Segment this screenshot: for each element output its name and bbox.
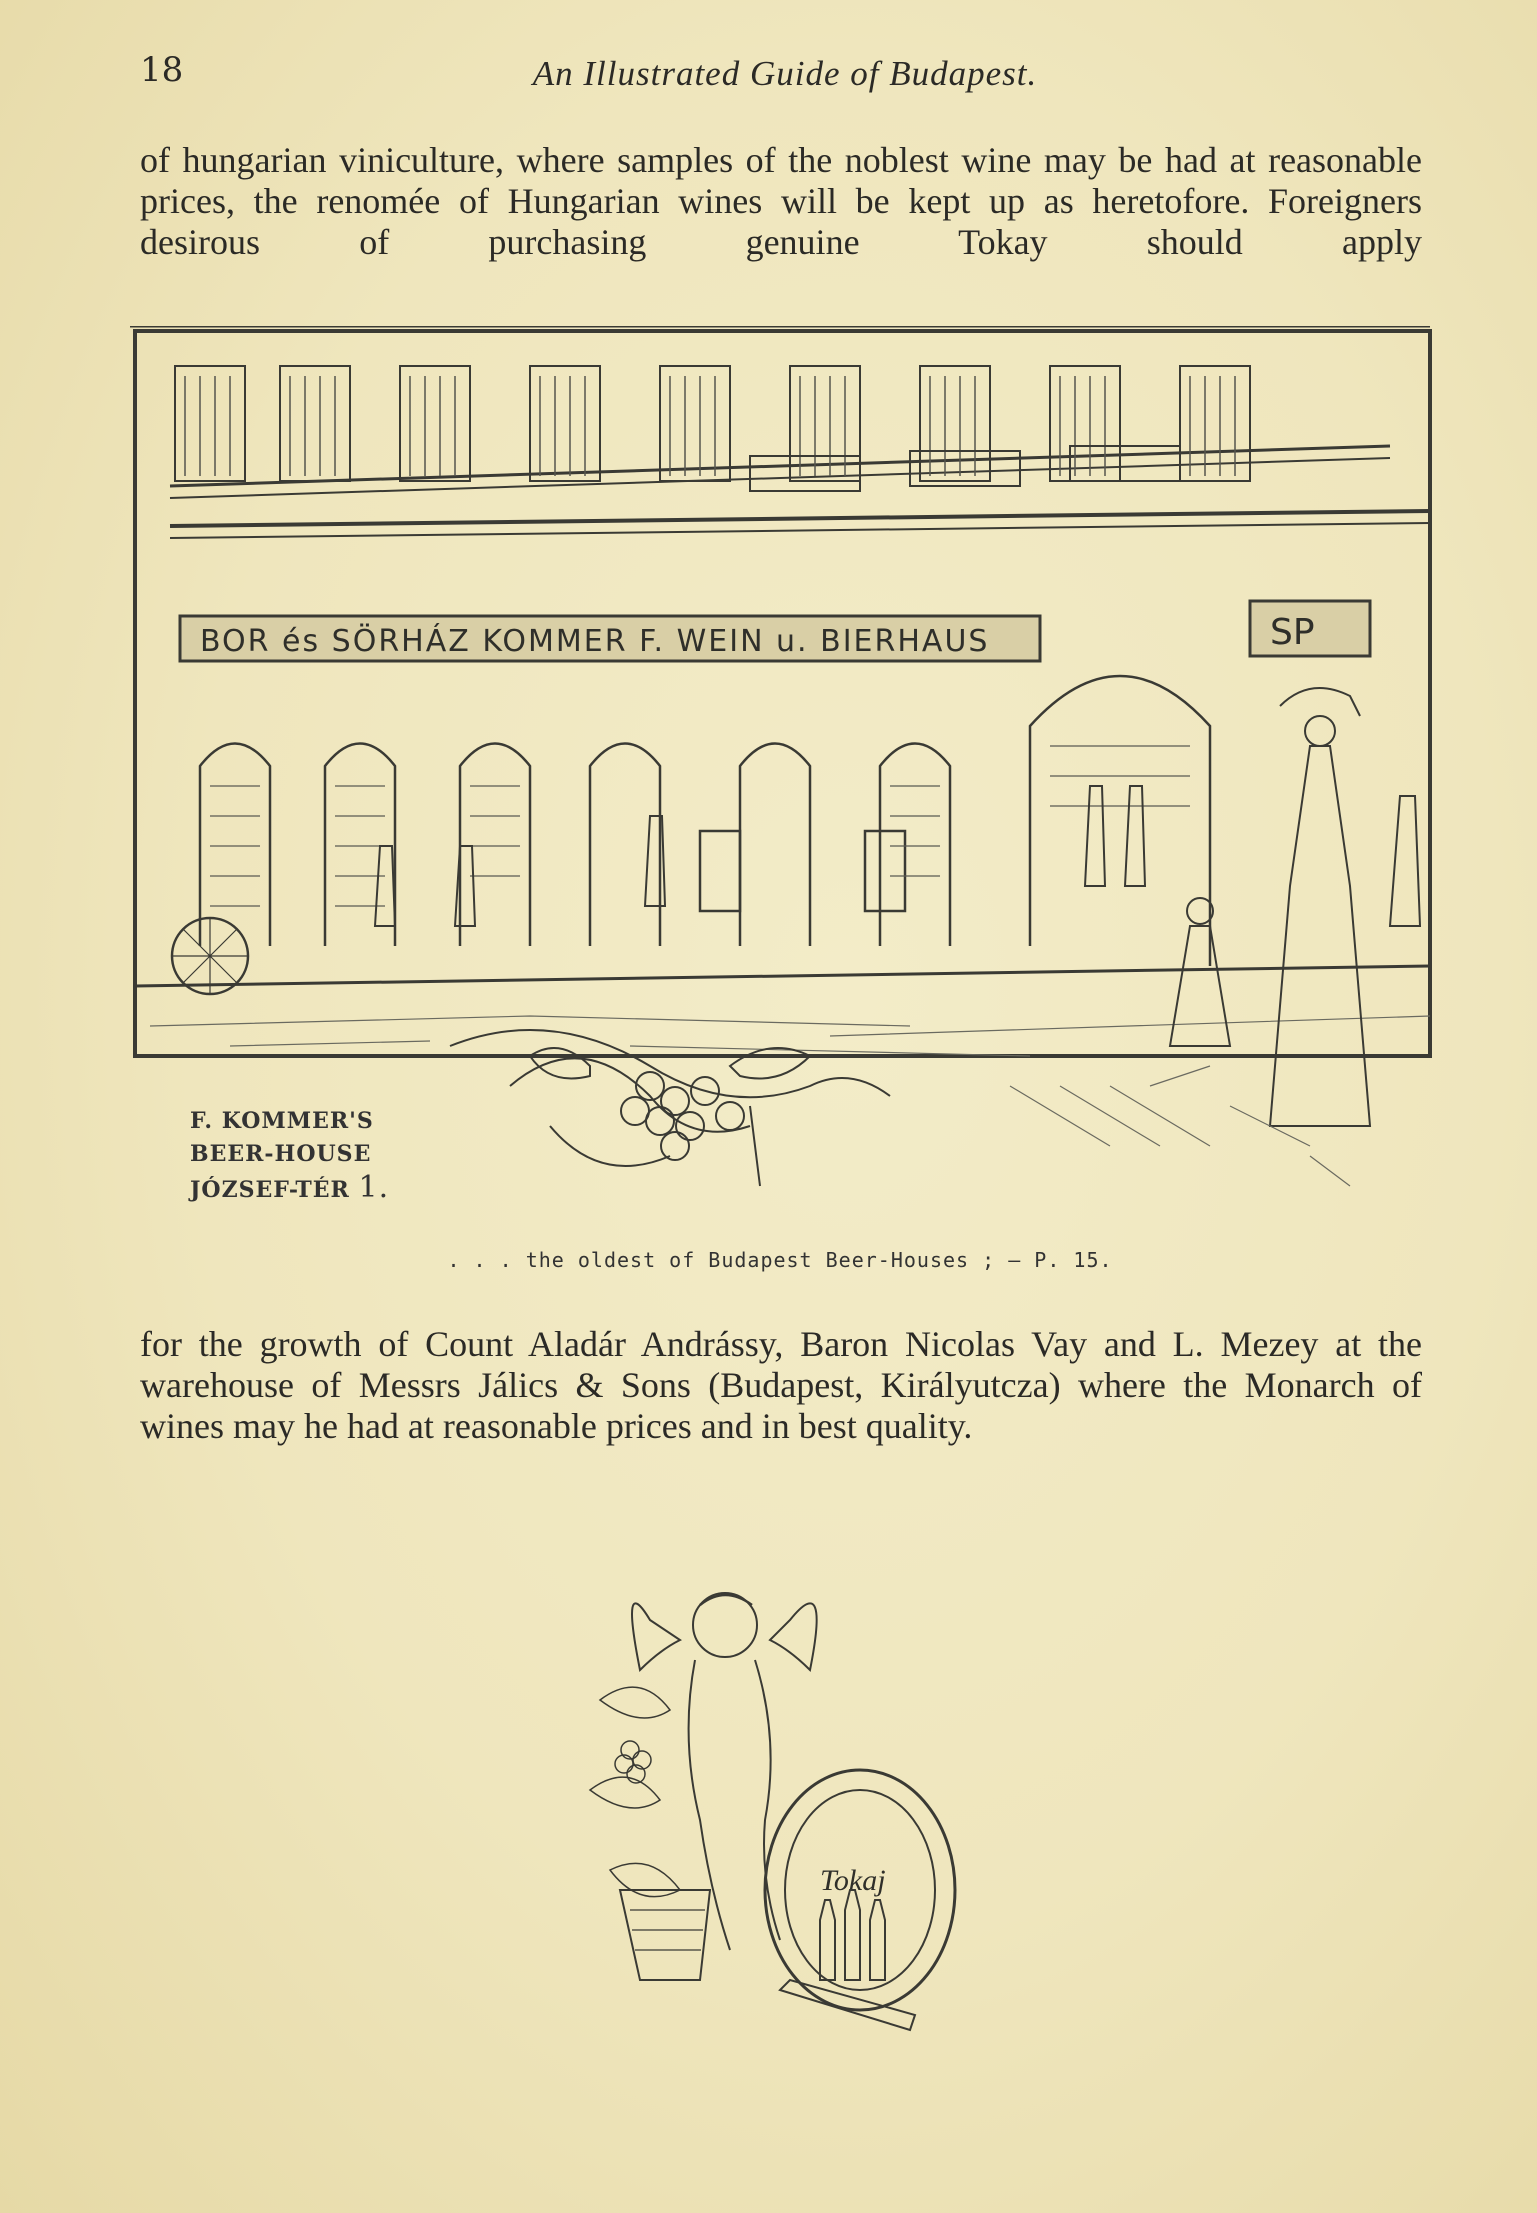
running-title: An Illustrated Guide of Budapest. bbox=[532, 54, 1038, 93]
shop-sign-text: BOR és SÖRHÁZ KOMMER F. WEIN u. BIERHAUS bbox=[200, 624, 990, 659]
caption-line-3 bbox=[190, 1171, 430, 1207]
illustration-side-caption bbox=[190, 1105, 430, 1207]
beer-house-engraving bbox=[130, 326, 1460, 1226]
paragraph-bottom: for the growth of Count Aladár Andrássy, Baron Nicolas Vay and L. Mezey at the warehouse of Messrs Jálics & Sons (Budapest, Királyutcza) where the Monarch of wines may he had at reasonable prices and in best quality. bbox=[140, 1324, 1422, 1446]
paragraph-top: of hungarian viniculture, where samples of the noblest wine may be had at reasonable prices, the renomée of Hungarian wines will be kept up as heretofore. Foreigners desirous of purchasing genuine Tokay should apply bbox=[140, 140, 1422, 262]
caption-line-1: F. KOMMER'S bbox=[190, 1108, 374, 1134]
side-sign-text: SP bbox=[1270, 612, 1315, 653]
illustration-bottom-caption: . . . the oldest of Budapest Beer-Houses ; — P. 15. bbox=[447, 1248, 1113, 1272]
page-header bbox=[140, 50, 1430, 100]
barrel-label: Tokaj bbox=[820, 1864, 886, 1897]
cherub-barrel-vignette bbox=[580, 1560, 1000, 2050]
caption-place: JÓZSEF-TÉR bbox=[190, 1177, 350, 1203]
caption-line-2: BEER-HOUSE bbox=[190, 1141, 372, 1167]
caption-number: 1. bbox=[358, 1170, 390, 1205]
page-number: 18 bbox=[140, 50, 184, 90]
